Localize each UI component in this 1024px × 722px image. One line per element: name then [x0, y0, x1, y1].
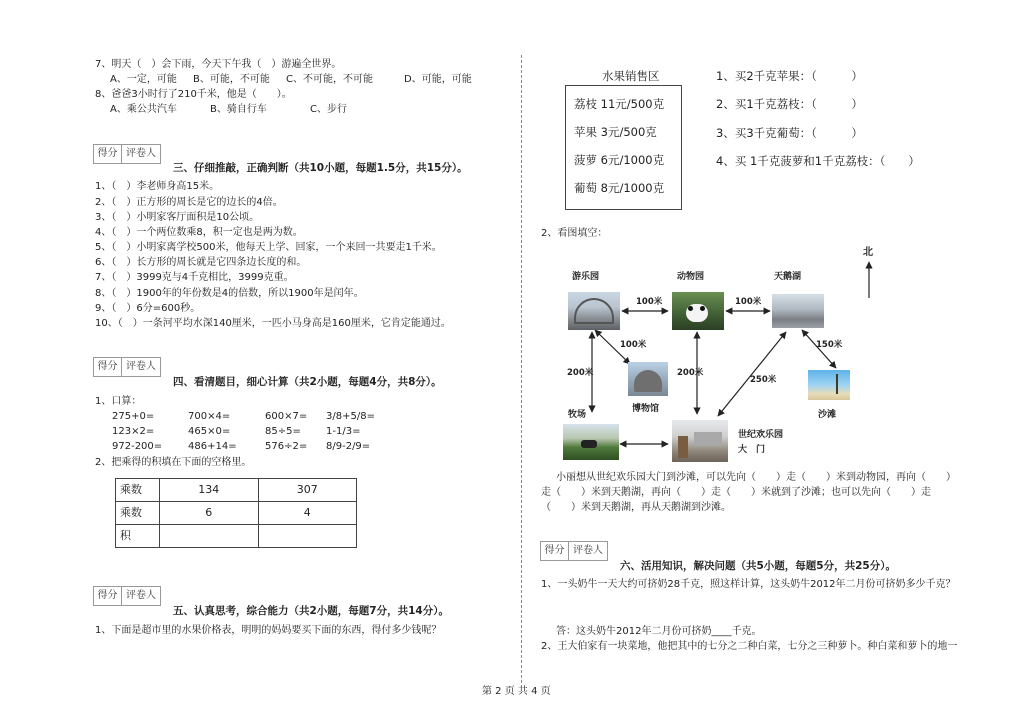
fruit-item: 荔枝 11元/500克 — [574, 97, 665, 111]
label-zoo: 动物园 — [677, 272, 705, 282]
label-museum: 博物馆 — [632, 404, 660, 414]
distance-label: 150米 — [816, 340, 843, 350]
reviewer-label: 评卷人 — [126, 590, 156, 601]
list-item: 3、（ ）小明家客厅面积是10公顷。 — [95, 212, 260, 223]
fruit-table-title: 水果销售区 — [602, 69, 660, 83]
reviewer-label: 评卷人 — [126, 361, 156, 372]
swan-lake-image — [772, 294, 824, 328]
q7-option-a: A、一定，可能 — [110, 74, 177, 85]
fruit-question: 1、买2千克苹果：（ ） — [716, 69, 863, 83]
table-cell: 积 — [116, 525, 160, 548]
map-question-label: 2、看图填空： — [541, 228, 608, 239]
reviewer-label: 评卷人 — [573, 545, 603, 556]
fruit-question: 3、买3千克葡萄：（ ） — [716, 126, 863, 140]
score-label: 得分 — [94, 145, 122, 163]
distance-label: 250米 — [750, 375, 777, 385]
list-item: 8、（ ）1900年的年份数是4的倍数，所以1900年是闰年。 — [95, 288, 364, 299]
fruit-price-table — [565, 85, 682, 210]
calc-item: 123×2= — [112, 426, 155, 437]
playground-image — [568, 292, 620, 330]
fruit-item: 葡萄 8元/1000克 — [574, 181, 665, 195]
score-box — [540, 541, 608, 561]
section5-title: 五、认真思考，综合能力（共2小题，每题7分，共14分）。 — [173, 605, 449, 617]
table-row — [116, 525, 357, 548]
label-beach: 沙滩 — [818, 410, 837, 420]
distance-label: 100米 — [735, 297, 762, 307]
table-cell: 307 — [258, 479, 357, 502]
score-label: 得分 — [94, 358, 122, 376]
list-item: 9、（ ）6分=600秒。 — [95, 303, 201, 314]
list-item: 4、（ ）一个两位数乘8，积一定也是两为数。 — [95, 227, 303, 238]
score-box — [93, 357, 161, 377]
beach-image — [808, 370, 850, 400]
score-box — [93, 144, 161, 164]
calc-item: 1-1/3= — [326, 426, 361, 437]
map-fill-line2: 走（ ）米到天鹅湖，再向（ ）走（ ）米就到了沙滩；也可以先向（ ）走 — [541, 487, 931, 498]
gate-image — [672, 420, 728, 462]
calc-item: 486+14= — [188, 441, 237, 452]
q7-option-c: C、不可能，不可能 — [286, 74, 373, 85]
calc-item: 8/9-2/9= — [326, 441, 371, 452]
list-item: 5、（ ）小明家离学校500米，他每天上学、回家，一个来回一共要走1千米。 — [95, 242, 442, 253]
fruit-item: 苹果 3元/500克 — [574, 125, 657, 139]
distance-label: 200米 — [567, 368, 594, 378]
label-swan-lake: 天鹅湖 — [774, 272, 802, 282]
column-divider — [521, 55, 522, 683]
q7-option-d: D、可能，可能 — [404, 74, 472, 85]
table-cell: 134 — [160, 479, 259, 502]
multiply-table-label: 2、把乘得的积填在下面的空格里。 — [95, 457, 252, 468]
label-gate — [738, 430, 783, 456]
score-label: 得分 — [541, 542, 569, 560]
table-row — [116, 502, 357, 525]
distance-label: 100米 — [636, 297, 663, 307]
gate-label-line1: 世纪欢乐园 — [738, 430, 784, 440]
q7-option-b: B、可能，不可能 — [193, 74, 270, 85]
q8-option-c: C、步行 — [310, 104, 347, 115]
calc-item: 465×0= — [188, 426, 231, 437]
list-item: 2、（ ）正方形的周长是它的边长的4倍。 — [95, 197, 283, 208]
list-item: 10、（ ）一条河平均水深140厘米，一匹小马身高是160厘米，它肯定能通过。 — [95, 318, 451, 329]
table-cell: 乘数 — [116, 502, 160, 525]
section5-q1: 1、下面是超市里的水果价格表，明明的妈妈要买下面的东西，得付多少钱呢？ — [95, 625, 442, 636]
oral-calc-label: 1、口算： — [95, 396, 142, 407]
distance-label: 100米 — [620, 340, 647, 350]
fruit-item: 菠萝 6元/1000克 — [574, 153, 665, 167]
map-fill-line1: 小丽想从世纪欢乐园大门到沙滩，可以先向（ ）走（ ）米到动物园，再向（ ） — [556, 472, 956, 483]
section4-title: 四、看清题目，细心计算（共2小题，每题4分，共8分）。 — [173, 376, 442, 388]
section3-title: 三、仔细推敲，正确判断（共10小题，每题1.5分，共15分）。 — [173, 162, 468, 174]
fruit-question: 4、买 1千克菠萝和1千克荔枝：（ ） — [716, 154, 920, 168]
list-item: 1、（ ）李老师身高15米。 — [95, 181, 220, 192]
zoo-image — [672, 292, 724, 330]
north-label: 北 — [863, 247, 873, 258]
table-cell: 4 — [258, 502, 357, 525]
distance-label: 200米 — [677, 368, 704, 378]
score-box — [93, 586, 161, 606]
map-fill-line3: （ ）米到天鹅湖，再从天鹅湖到沙滩。 — [541, 502, 731, 513]
multiply-table — [115, 478, 357, 548]
answer-cell[interactable] — [160, 525, 259, 548]
label-playground: 游乐园 — [572, 272, 600, 282]
calc-item: 600×7= — [265, 411, 308, 422]
calc-item: 700×4= — [188, 411, 231, 422]
section6-title: 六、活用知识，解决问题（共5小题，每题5分，共25分）。 — [620, 560, 896, 572]
section6-q2: 2、王大伯家有一块菜地，他把其中的七分之二种白菜，七分之三种萝卜。种白菜和萝卜的地一 — [541, 641, 958, 652]
table-cell: 6 — [160, 502, 259, 525]
table-cell: 乘数 — [116, 479, 160, 502]
calc-item: 972-200= — [112, 441, 163, 452]
reviewer-label: 评卷人 — [126, 148, 156, 159]
calc-item: 275+0= — [112, 411, 155, 422]
gate-label-line2: 大 门 — [738, 444, 766, 455]
fruit-question: 2、买1千克荔枝：（ ） — [716, 97, 863, 111]
q8-option-a: A、乘公共汽车 — [110, 104, 177, 115]
q8-option-b: B、骑自行车 — [210, 104, 267, 115]
museum-image — [628, 362, 668, 396]
label-pasture: 牧场 — [568, 410, 587, 420]
q7-text: 7、明天（ ）会下雨，今天下午我（ ）游遍全世界。 — [95, 59, 342, 70]
list-item: 6、（ ）长方形的周长就是它四条边长度的和。 — [95, 257, 307, 268]
calc-item: 85÷5= — [265, 426, 301, 437]
pasture-image — [563, 424, 619, 460]
section6-q1: 1、一头奶牛一天大约可挤奶28千克，照这样计算，这头奶牛2012年二月份可挤奶多少千克？ — [541, 579, 956, 590]
section6-a1: 答：这头奶牛2012年二月份可挤奶____千克。 — [556, 626, 762, 637]
table-row — [116, 479, 357, 502]
q8-text: 8、爸爸3小时行了210千米，他是（ ）。 — [95, 89, 292, 100]
answer-cell[interactable] — [258, 525, 357, 548]
page-footer: 第 2 页 共 4 页 — [482, 686, 551, 697]
calc-item: 576÷2= — [265, 441, 308, 452]
score-label: 得分 — [94, 587, 122, 605]
list-item: 7、（ ）3999克与4千克相比，3999克重。 — [95, 272, 294, 283]
calc-item: 3/8+5/8= — [326, 411, 375, 422]
